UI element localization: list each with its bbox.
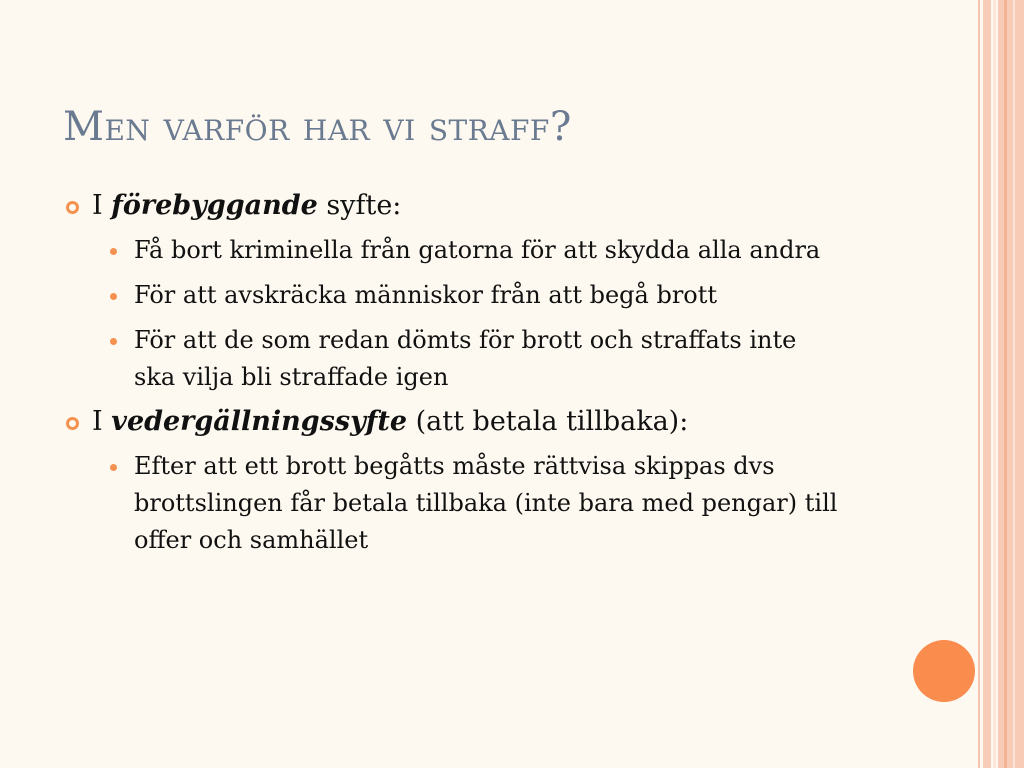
decorative-stripe [983,0,991,768]
bullet-emphasis: vedergällningssyfte [111,406,408,437]
bullet-emphasis: förebyggande [111,190,318,221]
ring-bullet-icon [66,417,79,430]
bullet-level2 [134,322,894,396]
bullet-prefix: I [92,190,112,221]
decorative-stripe [993,0,996,768]
bullet-suffix: syfte: [317,190,402,221]
dot-bullet-icon [110,248,117,255]
bullet-text: Få bort kriminella från gatorna för att skydda alla andra [134,236,821,264]
decorative-stripe [1013,0,1015,768]
bullet-prefix: I [92,406,112,437]
bullet-level1 [66,404,906,440]
bullet-suffix: (att betala tillbaka): [407,406,689,437]
ring-bullet-icon [66,201,79,214]
bullet-level2 [134,448,894,559]
bullet-text: Efter att ett brott begåtts måste rättvisa skippas dvs brottslingen får betala tillbaka (inte bara med pengar) till offer och samhället [134,452,838,554]
slide-title: Men varför har vi straff? [63,104,572,150]
bullet-level2 [134,277,894,314]
slide-body [66,188,906,567]
decorative-stripe [998,0,1024,768]
bullet-text: För att avskräcka människor från att begå brott [134,281,718,309]
bullet-level2 [134,232,894,269]
bullet-level1 [66,188,906,224]
bullet-text: För att de som redan dömts för brott och straffats inte ska vilja bli straffade igen [134,326,797,391]
decorative-circle [913,640,975,702]
decorative-stripe [1004,0,1007,768]
dot-bullet-icon [110,293,117,300]
decorative-stripe [978,0,980,768]
dot-bullet-icon [110,338,117,345]
dot-bullet-icon [110,464,117,471]
